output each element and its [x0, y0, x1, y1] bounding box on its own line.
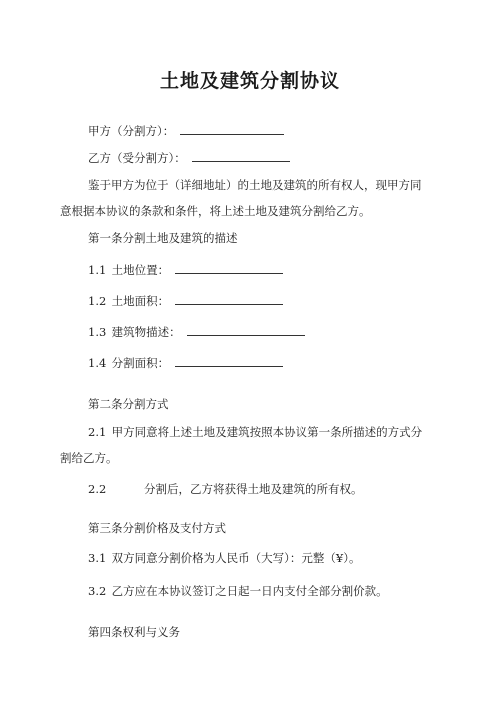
item-text: 双方同意分割价格为人民币（大写）：元整（¥）。: [111, 551, 361, 565]
article2-item2: [88, 481, 363, 497]
intro-line-1: 鉴于甲方为位于（详细地址）的土地及建筑的所有权人，现甲方同: [88, 178, 422, 192]
item-text: 分割后，乙方将获得土地及建筑的所有权。: [144, 482, 363, 496]
article2-heading: 第二条分割方式: [88, 397, 169, 411]
land-location-blank[interactable]: [175, 261, 283, 274]
item-label: 分割面积：: [111, 356, 170, 370]
party-b-line: [88, 149, 290, 166]
party-a-blank[interactable]: [180, 122, 284, 135]
article3-item1: [88, 550, 360, 566]
article2-item1-line1: [88, 424, 422, 440]
article1-heading: 第一条分割土地及建筑的描述: [88, 231, 238, 245]
article3-item2: [88, 583, 388, 599]
item-number: 1.2: [88, 294, 107, 308]
building-description-blank[interactable]: [187, 323, 305, 336]
item-text: 甲方同意将上述土地及建筑按照本协议第一条所描述的方式分: [111, 425, 423, 439]
article2-item1-line2: 割给乙方。: [60, 451, 118, 465]
party-a-line: [88, 122, 284, 139]
article4-heading: 第四条权利与义务: [88, 625, 180, 639]
item-number: 3.2: [88, 584, 107, 598]
item-number: 2.1: [88, 425, 107, 439]
item-text: 乙方应在本协议签订之日起一日内支付全部分割价款。: [111, 584, 388, 598]
article1-item: [88, 261, 283, 278]
party-b-label: 乙方（受分割方）：: [88, 151, 186, 165]
land-area-blank[interactable]: [175, 292, 283, 305]
party-b-blank[interactable]: [192, 149, 290, 162]
item-number: 3.1: [88, 551, 107, 565]
article1-item: [88, 292, 283, 309]
article1-item: [88, 354, 283, 371]
document-title: 土地及建筑分割协议: [159, 70, 340, 92]
item-label: 建筑物描述：: [111, 325, 181, 339]
item-number: 1.3: [88, 325, 107, 339]
item-label: 土地面积：: [111, 294, 170, 308]
item-number: 1.4: [88, 356, 107, 370]
intro-line-2: 意根据本协议的条款和条件，将上述土地及建筑分割给乙方。: [60, 204, 371, 218]
party-a-label: 甲方（分割方）：: [88, 124, 175, 138]
article1-item: [88, 323, 305, 340]
article3-heading: 第三条分割价格及支付方式: [88, 521, 226, 535]
item-number: 2.2: [88, 482, 107, 496]
item-label: 土地位置：: [111, 263, 170, 277]
item-number: 1.1: [88, 263, 107, 277]
division-area-blank[interactable]: [175, 354, 283, 367]
